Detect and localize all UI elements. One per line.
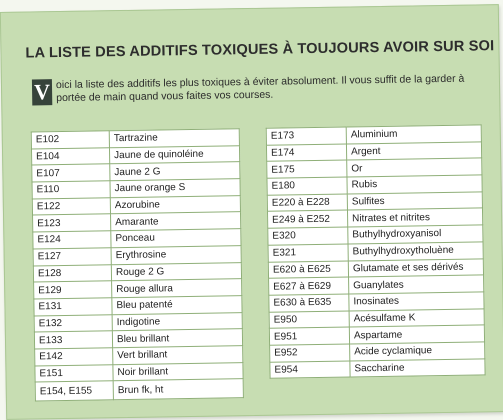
additive-code: E180 (267, 177, 347, 195)
additive-code: E104 (31, 147, 109, 165)
table-row (270, 358, 485, 378)
additive-name: Jaune 2 G (110, 162, 240, 181)
additive-code: E128 (33, 264, 111, 282)
additive-name: Sulfites (347, 192, 482, 211)
additive-code: E132 (34, 314, 112, 332)
additive-code: E127 (33, 248, 111, 266)
additive-name: Bleu brillant (112, 329, 242, 348)
additive-code: E122 (32, 197, 110, 215)
additive-name: Azorubine (110, 195, 240, 214)
additive-code: E950 (269, 311, 349, 329)
additives-card (0, 4, 503, 420)
table-row (35, 379, 243, 401)
additive-code: E133 (34, 331, 112, 349)
additive-code: E154, E155 (35, 381, 113, 401)
additive-code: E620 à E625 (268, 261, 348, 279)
additive-name: Glutamate et ses dérivés (348, 258, 483, 277)
additive-name: Inosinates (349, 292, 484, 311)
additive-name: Tartrazine (109, 129, 239, 148)
additive-name: Rouge allura (112, 279, 242, 298)
additive-code: E220 à E228 (267, 194, 347, 212)
additive-code: E630 à E635 (269, 294, 349, 312)
additive-code: E173 (266, 127, 346, 145)
additive-name: Jaune orange S (110, 179, 240, 198)
additive-code: E124 (33, 231, 111, 249)
additive-name: Noir brillant (113, 362, 243, 381)
additive-code: E151 (35, 364, 113, 382)
additive-name: Vert brillant (113, 346, 243, 365)
additive-code: E129 (34, 281, 112, 299)
additive-code: E142 (35, 348, 113, 366)
drop-cap: V (32, 79, 52, 105)
additive-name: Indigotine (112, 312, 242, 331)
additive-code: E131 (34, 298, 112, 316)
additive-code: E110 (32, 181, 110, 199)
additive-name: Erythrosine (111, 245, 241, 264)
additive-name: Ponceau (111, 229, 241, 248)
additive-name: Acide cyclamique (350, 342, 485, 361)
page-title: LA LISTE DES ADDITIFS TOXIQUES À TOUJOURS AVOIR SUR SOI (25, 38, 495, 62)
additive-code: E123 (33, 214, 111, 232)
additive-code: E102 (31, 131, 109, 149)
additive-code: E107 (32, 164, 110, 182)
additive-name: Nitrates et nitrites (347, 208, 482, 227)
additive-name: Buthylhydroxyanisol (348, 225, 483, 244)
additive-code: E951 (269, 327, 349, 345)
additive-name: Bleu patenté (112, 296, 242, 315)
intro-paragraph (32, 72, 477, 105)
additive-name: Saccharine (350, 358, 485, 377)
additive-code: E952 (270, 344, 350, 362)
additive-code: E954 (270, 361, 350, 379)
additive-name: Argent (346, 142, 481, 161)
additive-name: Jaune de quinoléine (109, 145, 239, 164)
additive-name: Buthylhydroxytholuène (348, 242, 483, 261)
additive-code: E175 (267, 160, 347, 178)
additive-code: E321 (268, 244, 348, 262)
additive-code: E249 à E252 (267, 210, 347, 228)
additive-code: E320 (268, 227, 348, 245)
additive-name: Amarante (111, 212, 241, 231)
additive-name: Guanylates (349, 275, 484, 294)
additive-code: E174 (266, 144, 346, 162)
additive-name: Or (347, 158, 482, 177)
additive-name: Brun fk, ht (113, 379, 243, 400)
additive-name: Aluminium (346, 125, 481, 144)
intro-text: oici la liste des additifs les plus toxiques à éviter absolument. Il vous suffit de la garder à portée de main quand vous faites vos courses. (55, 72, 465, 105)
additive-name: Rubis (347, 175, 482, 194)
additives-table-right (266, 124, 486, 379)
additive-code: E627 à E629 (269, 277, 349, 295)
additive-name: Aspartame (349, 325, 484, 344)
additive-name: Rouge 2 G (111, 262, 241, 281)
additive-name: Acésulfame K (349, 308, 484, 327)
additives-table-left (31, 128, 244, 402)
